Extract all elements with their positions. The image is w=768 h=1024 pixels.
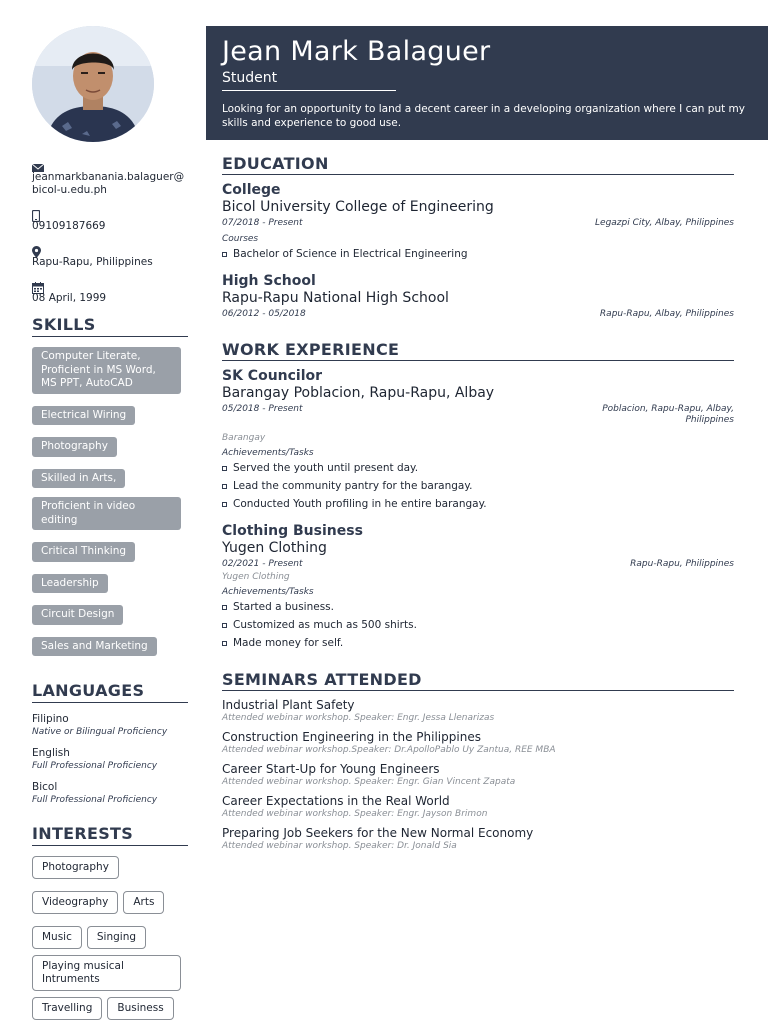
seminar-title: Career Start-Up for Young Engineers [222,762,440,776]
seminar-description: Attended webinar workshop.Speaker: Dr.ApolloPablo Uy Zantua, REE MBA [222,745,556,755]
seminars-heading: SEMINARS ATTENDED [222,670,734,691]
education-entry [222,182,734,261]
contact-info [32,158,188,305]
entry-location: Legazpi City, Albay, Philippines [595,218,734,228]
profile-photo-illustration [32,26,154,142]
seminar-description: Attended webinar workshop. Speaker: Engr. Gian Vincent Zapata [222,777,516,787]
bullet-square-icon [222,623,227,628]
language-item [32,781,188,806]
seminar-title: Construction Engineering in the Philippines [222,730,481,744]
language-name: English [32,747,70,759]
skill-chip: Skilled in Arts, [32,469,125,489]
skill-chip: Electrical Wiring [32,406,135,426]
task-text: Conducted Youth profiling in he entire barangay. [233,498,487,510]
entry-meta [222,218,734,229]
interests-heading: INTERESTS [32,824,188,846]
education-entry [222,273,734,320]
bullet-square-icon [222,484,227,489]
task-item [222,619,734,632]
interest-tag: Singing [87,926,146,949]
seminar-item [222,698,734,723]
work-entry [222,368,734,511]
birthday-text: 08 April, 1999 [32,292,107,304]
skill-chip: Computer Literate, Proficient in MS Word, MS PPT, AutoCAD [32,347,181,394]
interest-tag: Playing musical Intruments [32,955,181,991]
skill-chip: Photography [32,437,117,457]
skill-chip: Critical Thinking [32,542,135,562]
phone-text: 09109187669 [32,220,106,232]
candidate-name: Jean Mark Balaguer [222,36,491,67]
entry-title: Clothing Business [222,523,363,539]
bullet-square-icon [222,605,227,610]
language-item [32,747,188,772]
skills-list [32,347,188,665]
task-text: Lead the community pantry for the barangay. [233,480,473,492]
seminar-item [222,762,734,787]
task-item [222,637,734,650]
language-level: Full Professional Proficiency [32,795,158,805]
entry-location: Rapu-Rapu, Philippines [630,559,734,569]
profile-photo [32,26,154,142]
tasks-label: Achievements/Tasks [222,448,314,458]
entry-meta [222,559,734,570]
seminar-item [222,826,734,851]
education-heading: EDUCATION [222,154,734,175]
entry-date: 07/2018 - Present [222,218,303,228]
entry-title: SK Councilor [222,368,323,384]
course-item [222,248,734,261]
entry-organization: Yugen Clothing [222,540,327,556]
contact-location [32,243,188,269]
languages-heading: LANGUAGES [32,681,188,703]
task-text: Served the youth until present day. [233,462,419,474]
skill-chip: Sales and Marketing [32,637,157,657]
interest-tag: Videography [32,891,118,914]
language-level: Full Professional Proficiency [32,761,158,771]
entry-meta [222,404,734,426]
skills-heading: SKILLS [32,315,188,337]
work-entry [222,523,734,650]
task-item [222,462,734,475]
interest-tag: Photography [32,856,119,879]
language-level: Native or Bilingual Proficiency [32,727,168,737]
task-item [222,480,734,493]
company-note: Yugen Clothing [222,572,290,582]
candidate-role: Student [222,70,396,91]
interest-tag: Arts [123,891,164,914]
right-column [222,154,734,858]
seminar-title: Career Expectations in the Real World [222,794,450,808]
entry-date: 06/2012 - 05/2018 [222,309,306,319]
languages-list [32,713,188,806]
bullet-square-icon [222,641,227,646]
language-name: Filipino [32,713,69,725]
header-band [206,26,768,140]
map-pin-icon [32,243,188,255]
seminar-item [222,730,734,755]
contact-birthday [32,279,188,305]
task-text: Customized as much as 500 shirts. [233,619,417,631]
company-note: Barangay [222,433,266,443]
interest-tag: Travelling [32,997,102,1020]
calendar-icon [32,279,188,291]
language-name: Bicol [32,781,58,793]
entry-date: 02/2021 - Present [222,559,303,569]
mobile-phone-icon [32,207,188,219]
task-text: Started a business. [233,601,334,613]
bullet-square-icon [222,252,227,257]
work-heading: WORK EXPERIENCE [222,340,734,361]
seminar-item [222,794,734,819]
bullet-square-icon [222,502,227,507]
courses-label: Courses [222,234,259,244]
entry-organization: Rapu-Rapu National High School [222,290,449,306]
task-item [222,601,734,614]
entry-date: 05/2018 - Present [222,404,303,414]
skill-chip: Circuit Design [32,605,123,625]
entry-organization: Barangay Poblacion, Rapu-Rapu, Albay [222,385,495,401]
seminar-description: Attended webinar workshop. Speaker: Engr. Jayson Brimon [222,809,488,819]
task-item [222,498,734,511]
seminar-title: Industrial Plant Safety [222,698,355,712]
envelope-icon [32,158,188,170]
location-text: Rapu-Rapu, Philippines [32,256,153,268]
interest-tag: Business [107,997,173,1020]
bullet-square-icon [222,466,227,471]
skill-chip: Leadership [32,574,108,594]
course-text: Bachelor of Science in Electrical Engineering [233,248,468,260]
interests-list [32,856,188,1020]
email-text: jeanmarkbanania.balaguer@bicol-u.edu.ph [32,171,185,196]
entry-meta [222,309,734,320]
language-item [32,713,188,738]
summary-text: Looking for an opportunity to land a decent career in a developing organization where I can put my skills and experience to good use. [222,103,745,129]
entry-title: High School [222,273,316,289]
contact-phone [32,207,188,233]
left-column [32,26,188,1020]
interest-tag: Music [32,926,82,949]
tasks-label: Achievements/Tasks [222,587,314,597]
entry-organization: Bicol University College of Engineering [222,199,494,215]
entry-location: Poblacion, Rapu-Rapu, Albay, Philippines [602,404,734,425]
contact-email [32,158,188,197]
entry-location: Rapu-Rapu, Albay, Philippines [599,309,734,319]
seminar-description: Attended webinar workshop. Speaker: Engr. Jessa Llenarizas [222,713,495,723]
entry-title: College [222,182,281,198]
seminar-description: Attended webinar workshop. Speaker: Dr. Jonald Sia [222,841,457,851]
task-text: Made money for self. [233,637,344,649]
skill-chip: Proficient in video editing [32,497,181,530]
seminar-title: Preparing Job Seekers for the New Normal Economy [222,826,534,840]
